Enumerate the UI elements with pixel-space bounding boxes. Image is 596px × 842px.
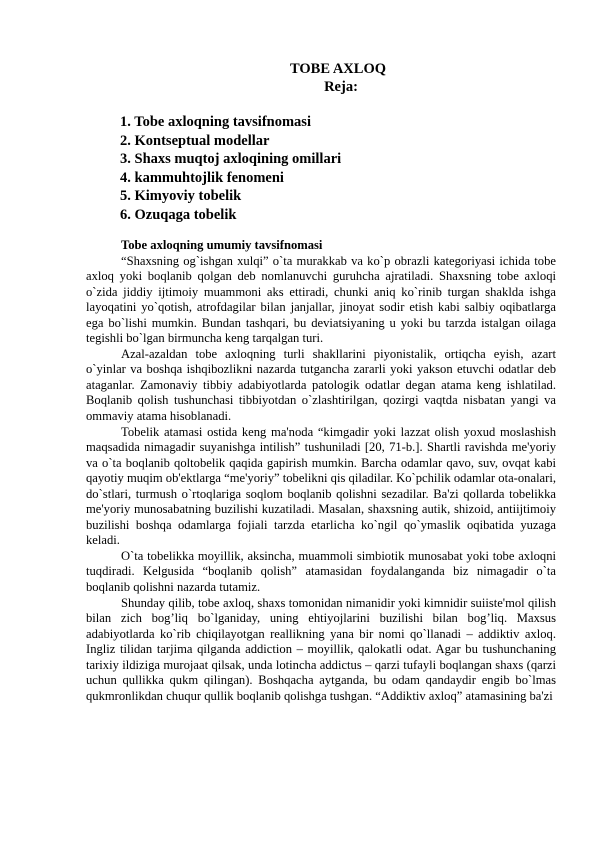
plan-item: 6. Ozuqaga tobelik [120,206,237,223]
plan-item: 5. Kimyoviy tobelik [120,188,242,205]
paragraph: “Shaxsning og`ishgan xulqi” o`ta murakkab va ko`p obrazli kategoriyasi ichida tobe axloq yoki boqlanib qolgan deb nomlanuvchi guruhcha ajratiladi. Shaxsning tobe axloqi o`zida jiddiy ijtimoiy muammoni aks ettiradi, chunki aniq ko`rinib turgan shaklda ishga layoqatini yo`qotish, atrofdagilar bilan janjallar, jinoyat sodir etish kabi salbiy oqibatlarga ega bo`lishi mumkin. Bundan tashqari, bu deviatsiyaning u yoki bu tarzda istalgan oilaga tegishli bo`lgan birmuncha keng tarqalgan turi. [86,253,556,346]
paragraph: Azal-azaldan tobe axloqning turli shakllarini piyonistalik, ortiqcha eyish, azart o`yinlar va boshqa ishqibozlikni nazarda tutgancha zararli yoki yakson etuvchi odatlar deb ataganlar. Zamonaviy tibbiy adabiyotlarda patologik odatlar degan atama keng ishlatilad. Boqlanib qolish tushunchasi tibbiyotdan o`zlashtirilgan, qozirgi vaqtda nisbatan yangi va ommaviy atama hisoblanadi. [86,346,556,424]
plan-item: 2. Kontseptual modellar [120,132,270,149]
plan-heading: Reja: [324,79,358,95]
plan-item: 3. Shaxs muqtoj axloqining omillari [120,151,342,168]
section-heading: Tobe axloqning umumiy tavsifnomasi [121,238,323,252]
paragraph: O`ta tobelikka moyillik, aksincha, muammoli simbiotik munosabat yoki tobe axloqni tuqdiradi. Kelgusida “boqlanib qolish” atamasidan foydalanganda biz nimagadir o`ta boqlanib qolishni nazarda tutamiz. [86,548,556,595]
paragraph: Tobelik atamasi ostida keng ma'noda “kimgadir yoki lazzat olish yoxud moslashish maqsadida nimagadir suyanishga intilish” tushuniladi [20, 71-b.]. Shartli ravishda me'yoriy va o`ta boqlanib qoltobelik qaqida gapirish mumkin. Barcha odamlar qavo, suv, ovqat kabi qayotiy muqim ob'ektlarga “me'yoriy” tobelikni qis qiladilar. Ko`pchilik odamlar ota-onalari, do`stlari, turmush o`rtoqlariga soqlom boqlanib qolishni sezadilar. Ba'zi qollarda tobelikka me'yoriy munosabatning buzilishi kuzatiladi. Masalan, shaxsning autik, shizoid, antiijtimoiy buzilishi boshqa odamlarga fojiali tarzda etarlicha ko`ngil qo`ymaslik oqibatida yuzaga keladi. [86,424,556,548]
paragraph: Shunday qilib, tobe axloq, shaxs tomonidan nimanidir yoki kimnidir suiiste'mol qilish bilan zich bog’liq bo`lganiday, uning ehtiyojlarini buzilishi bilan bog’liq. Maxsus adabiyotlarda ko`rib chiqilayotgan reallikning yana bir nomi qo`llanadi – addiktiv axloq. Ingliz tilidan tarjima qilganda addiction – moyillik, qalokatli odat. Agar bu tushunchaning tarixiy ildiziga murojaat qilsak, unda lotincha addictus – qarzi tufayli boqlangan shaxs (qarzi uchun qullikka qukm qilingan). Boshqacha aytganda, bu odam qandaydir engib bo`lmas qukmronlikdan chuqur qullik boqlanib qolishga tushgan. “Addiktiv axloq” atamasining ba'zi [86,595,556,703]
document-body [86,238,556,704]
plan-item: 1. Tobe axloqning tavsifnomasi [120,114,311,130]
document-title: TOBE AXLOQ [289,61,387,77]
plan-list [120,113,341,225]
plan-item: 4. kammuhtojlik fenomeni [120,169,284,186]
